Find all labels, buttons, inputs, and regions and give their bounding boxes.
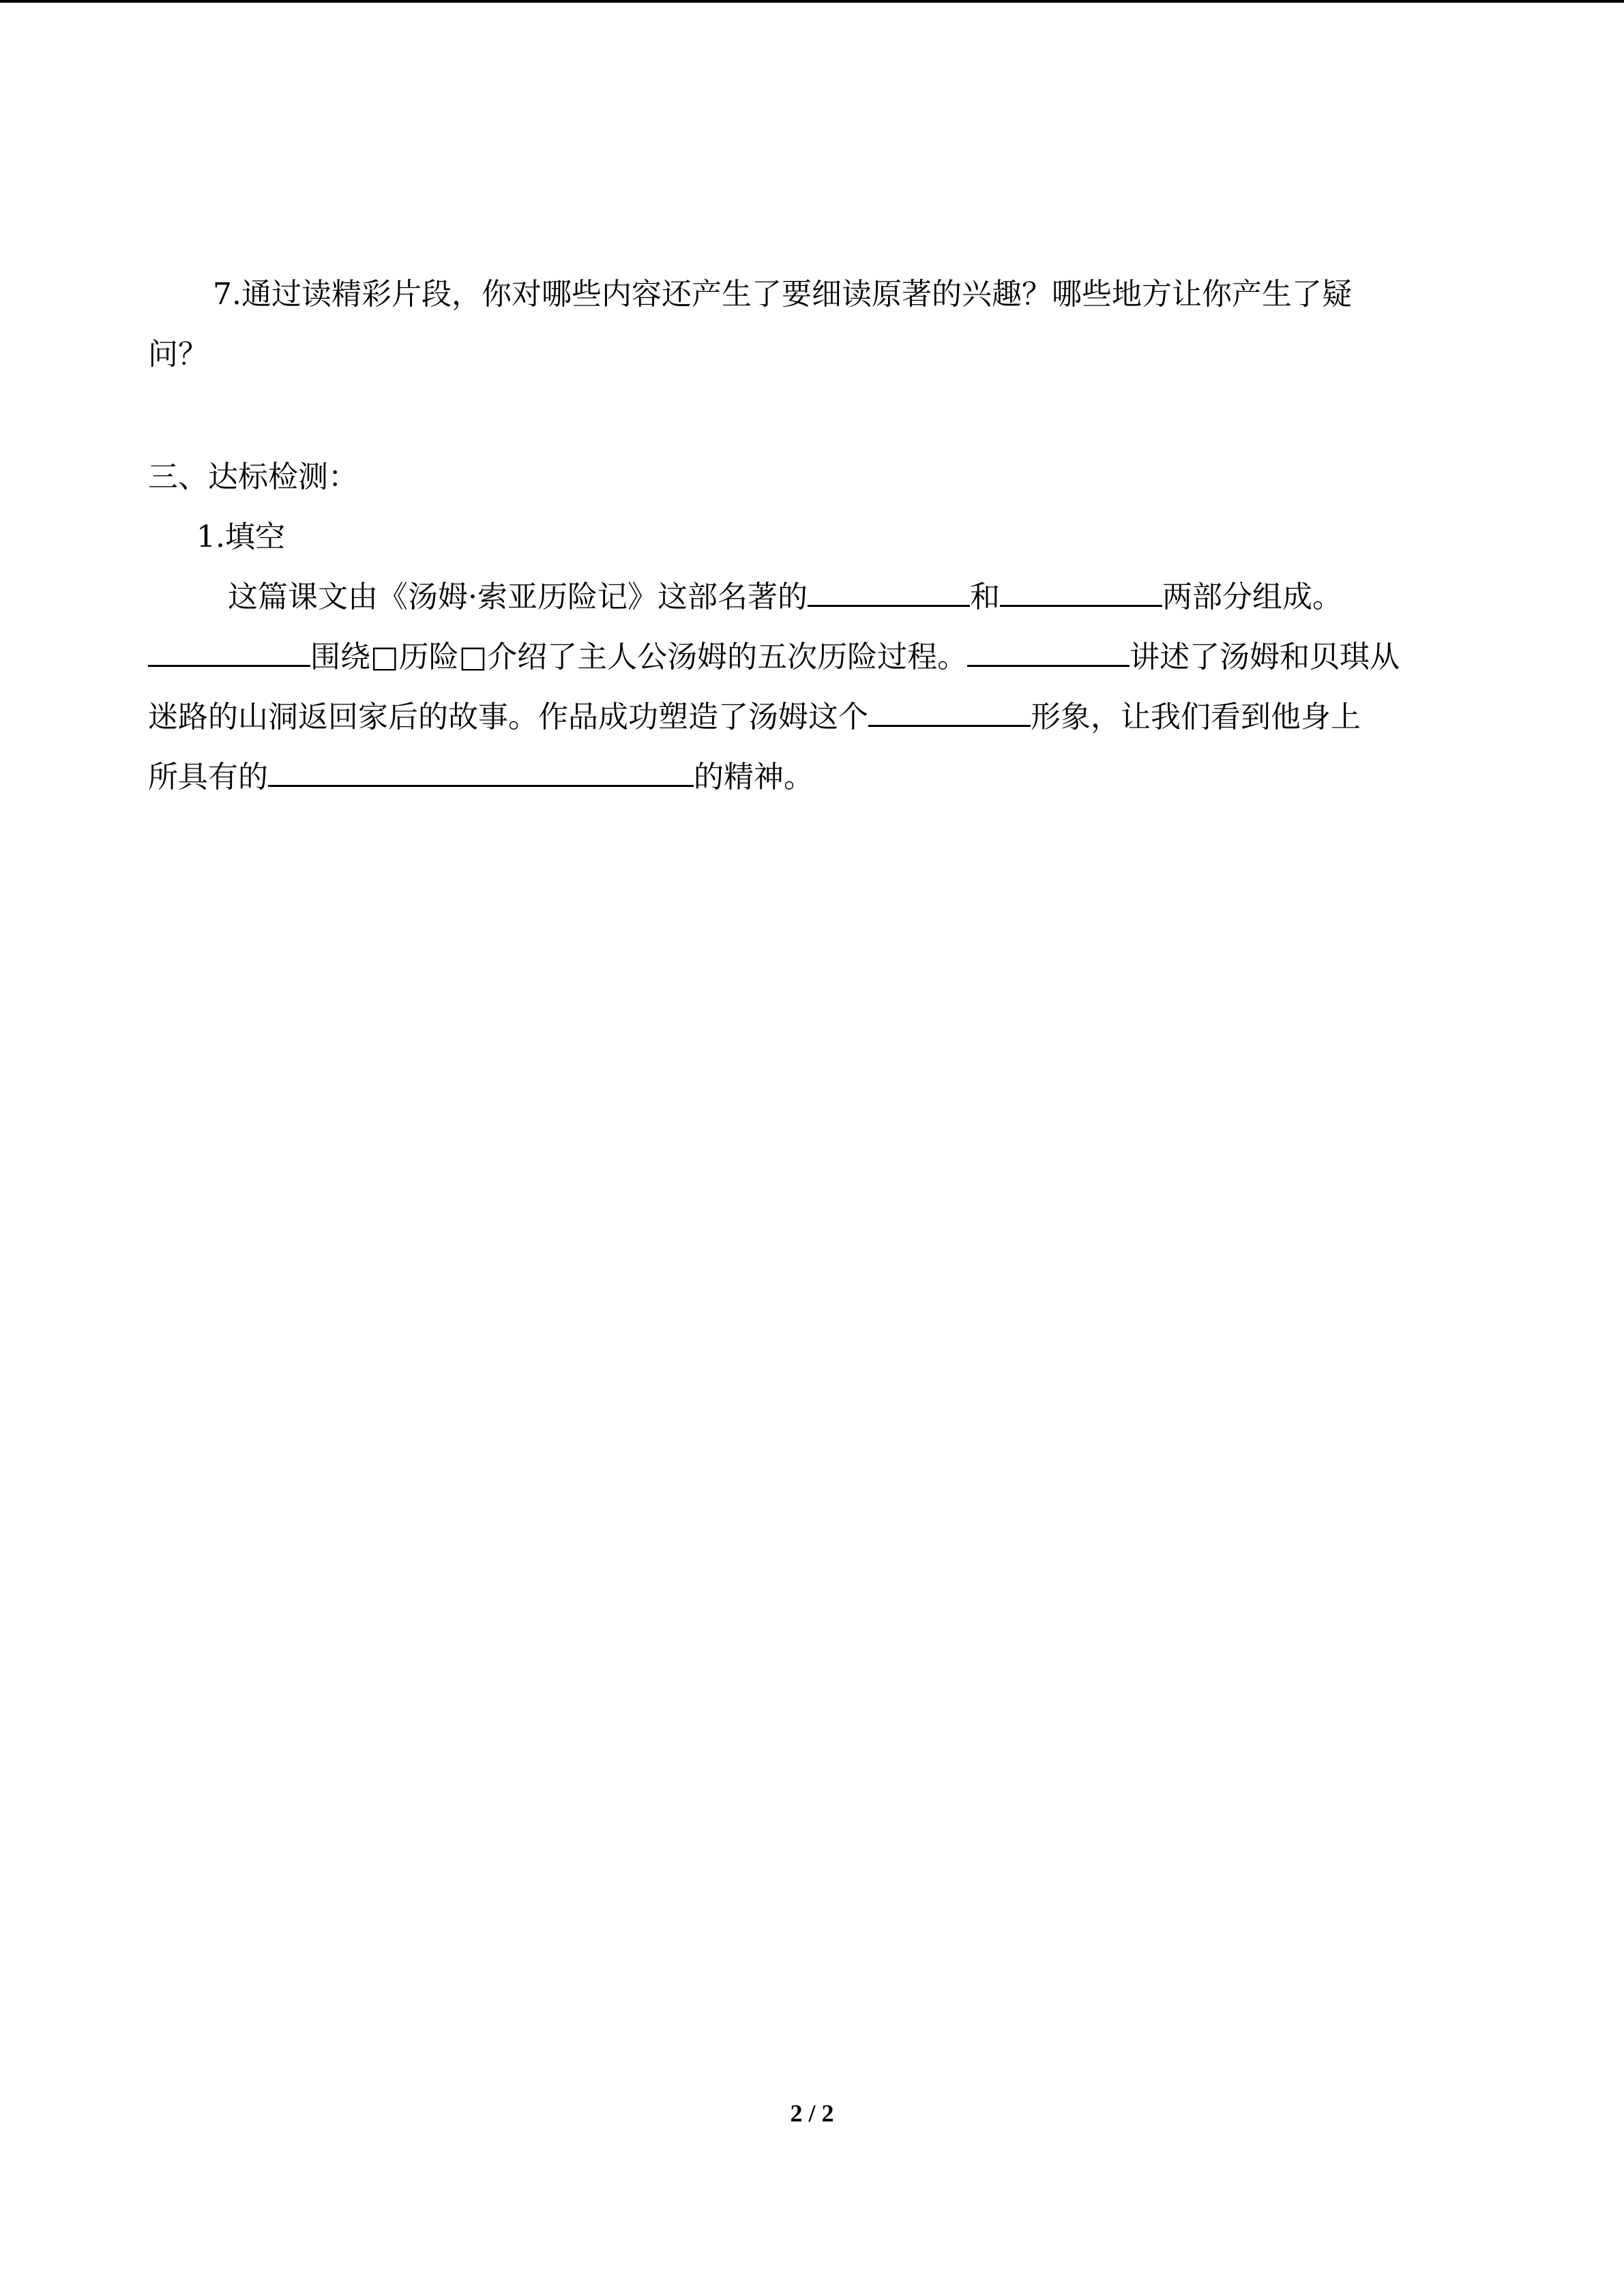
fill-text: 讲述了汤姆和贝琪从 [1130,640,1400,674]
fill-text: 形象，让我们看到他身上 [1031,700,1361,734]
answer-blank-1[interactable] [808,573,970,607]
answer-blank-5[interactable] [868,694,1031,727]
fill-blank-line-3 [148,687,1471,747]
fill-text: 两部分组成。 [1162,580,1342,614]
page-number: 2 / 2 [790,2100,834,2127]
fill-text: 迷路的山洞返回家后的故事。作品成功塑造了汤姆这个 [148,700,868,734]
fill-text: 和 [970,580,1000,614]
fill-blank-line-2 [148,627,1471,687]
answer-blank-4[interactable] [967,633,1130,667]
answer-blank-3[interactable] [148,633,310,667]
fill-blank-line-4 [148,747,1471,807]
top-border-line [0,0,1624,3]
section-3-heading: 三、达标检测： [148,460,358,494]
question-7-line-2: 问？ [148,337,208,372]
question-7-line-1: 7.通过读精彩片段，你对哪些内容还产生了要细读原著的兴趣？哪些地方让你产生了疑 [213,277,1352,312]
fill-text: 所具有的 [148,760,268,794]
fill-text: 这篇课文由《汤姆·索亚历险记》这部名著的 [228,580,808,614]
answer-blank-2[interactable] [1000,573,1162,607]
answer-blank-6[interactable] [268,754,694,787]
fill-text: 的精神。 [694,760,814,794]
section-3-subheading: 1.填空 [196,520,285,554]
fill-text: 围绕□历险□介绍了主人公汤姆的五次历险过程。 [310,640,968,674]
fill-blank-line-1 [228,567,1551,627]
